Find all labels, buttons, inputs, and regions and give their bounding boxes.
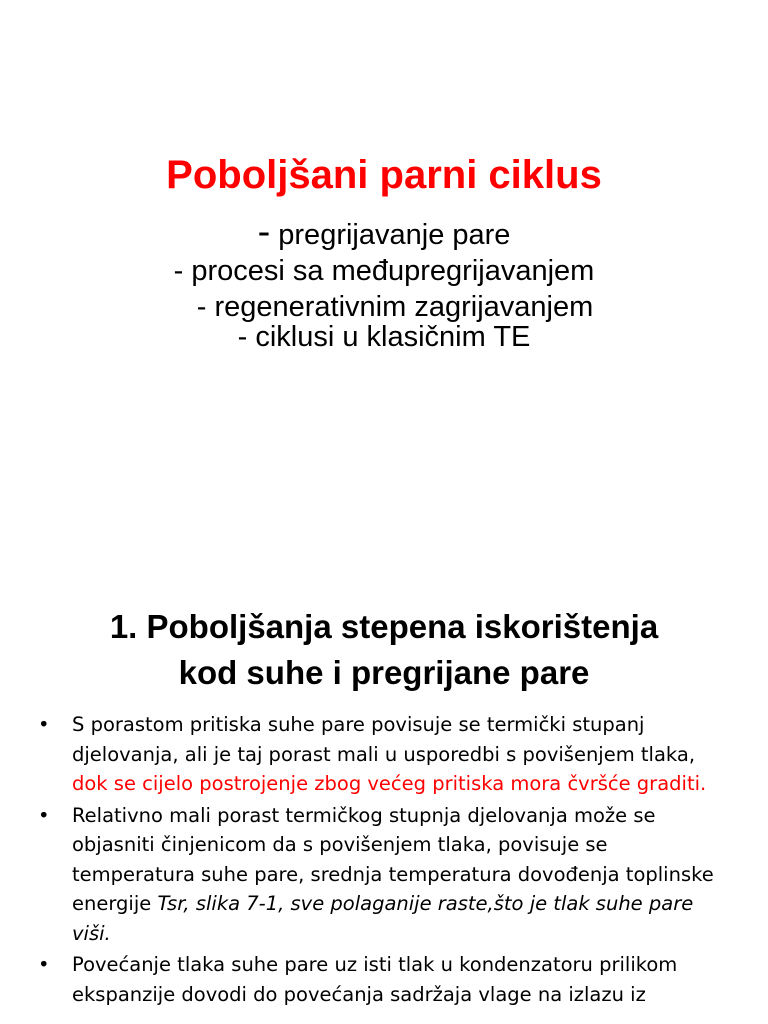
bullet-list [36,710,736,1011]
section-heading-line1: 1. Poboljšanja stepena iskorištenja [109,608,659,645]
subtitle-superheating [0,211,768,253]
subtitle-reheating: - procesi sa međupregrijavanjem [173,255,595,287]
list-item-text: S porastom pritiska suhe pare povisuje se termički stupanj djelovanja, ali je taj porast mali u usporedbi s povišenjem tlaka, [72,713,696,766]
title-block [0,150,768,355]
list-item [36,801,736,949]
subtitle-regenerative: - regenerativnim zagrijavanjem [196,291,594,323]
list-item [36,950,736,1009]
list-item-text: Povećanje tlaka suhe pare uz isti tlak u kondenzatoru prilikom ekspanzije dovodi do povećanja sadržaja vlage na izlazu iz [72,953,678,1006]
list-item [36,710,736,799]
list-item-italic: Tsr, slika 7-1, sve polaganije raste,što je tlak suhe pare viši. [72,892,694,945]
subtitle-superheating-text: pregrijavanje pare [270,219,511,251]
subtitle-dash: - [257,211,271,253]
section-heading-line2: kod suhe i pregrijane pare [178,654,590,691]
bullet-icon: • [38,713,50,736]
section-heading [0,604,768,696]
bullet-icon: • [38,953,50,976]
list-item-highlight: dok se cijelo postrojenje zbog većeg pritiska mora čvršće graditi. [72,772,707,795]
page-title: Poboljšani parni ciklus [166,153,602,197]
subtitle-classic-cycles: - ciklusi u klasičnim TE [237,321,531,353]
list-item-text: Relativno mali porast termičkog stupnja djelovanja može se objasniti činjenicom da s povišenjem tlaka, povisuje se temperatura suhe pare, srednja temperatura dovođenja toplinske energije [72,803,714,915]
bullet-icon: • [38,803,50,827]
